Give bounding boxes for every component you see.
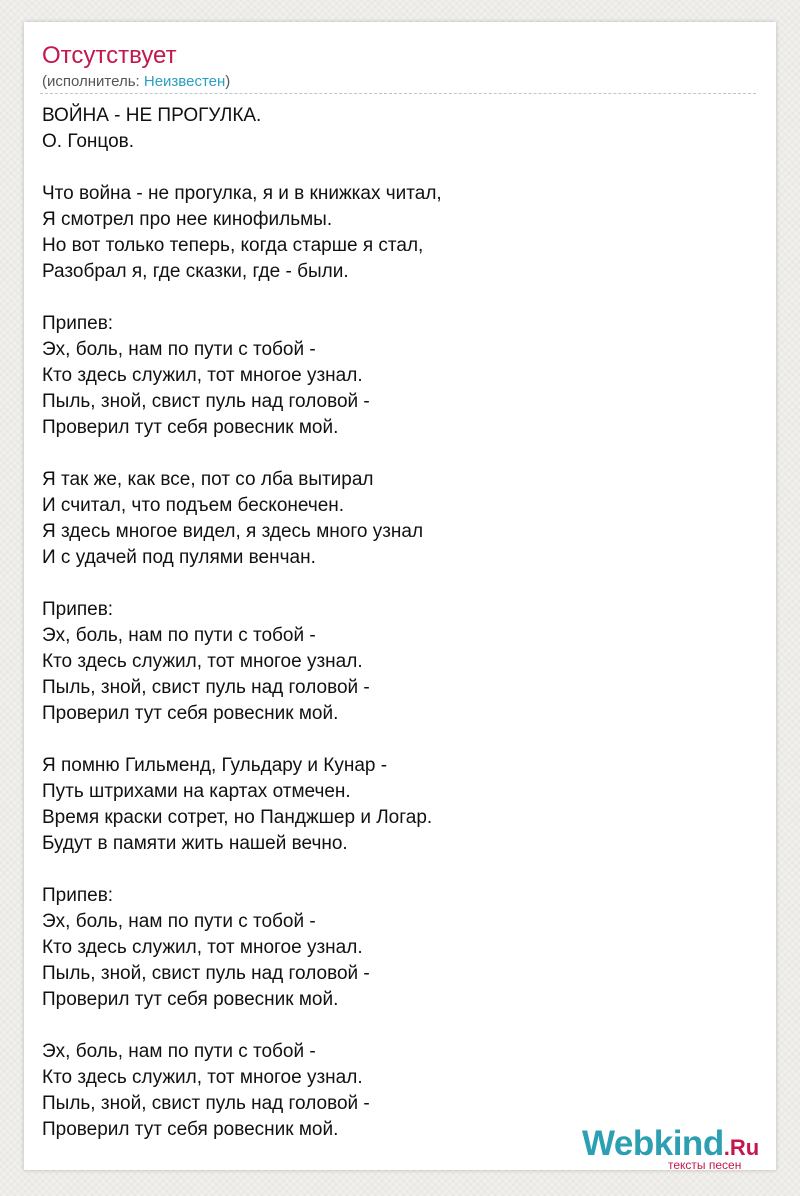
song-title: Отсутствует xyxy=(42,42,177,69)
artist-suffix: ) xyxy=(225,73,231,90)
logo-main-text: Webkind xyxy=(582,1124,724,1163)
site-logo[interactable] xyxy=(582,1124,782,1172)
artist-prefix: (исполнитель: xyxy=(42,73,144,90)
title-divider xyxy=(40,93,756,94)
logo-tld: .Ru xyxy=(723,1135,760,1160)
lyrics-card xyxy=(24,22,776,1170)
logo-tagline: тексты песен xyxy=(668,1158,742,1172)
lyrics-text: ВОЙНА - НЕ ПРОГУЛКА. О. Гонцов. Что война - не прогулка, я и в книжках читал, Я смотрел про нее кинофильмы. Но вот только теперь, когда старше я стал, Разобрал я, где сказки, где - были. Припев: Эх, боль, нам по пути с тобой - Кто здесь служил, тот многое узнал. Пыль, зной, свист пуль над головой - Проверил тут себя ровесник мой. Я так же, как все, пот со лба вытирал И считал, что подъем бесконечен. Я здесь многое видел, я здесь много узнал И с удачей под пулями венчан. Припев: Эх, боль, нам по пути с тобой - Кто здесь служил, тот многое узнал. Пыль, зной, свист пуль над головой - Проверил тут себя ровесник мой. Я помню Гильменд, Гульдару и Кунар - Путь штрихами на картах отмечен. Время краски сотрет, но Панджшер и Логар. Будут в памяти жить нашей вечно. Припев: Эх, боль, нам по пути с тобой - Кто здесь служил, тот многое узнал. Пыль, зной, свист пуль над головой - Проверил тут себя ровесник мой. Эх, боль, нам по пути с тобой - Кто здесь служил, тот многое узнал. Пыль, зной, свист пуль над головой - Проверил тут себя ровесник мой. xyxy=(42,105,442,1140)
artist-line xyxy=(42,73,230,91)
artist-link[interactable]: Неизвестен xyxy=(143,73,226,90)
